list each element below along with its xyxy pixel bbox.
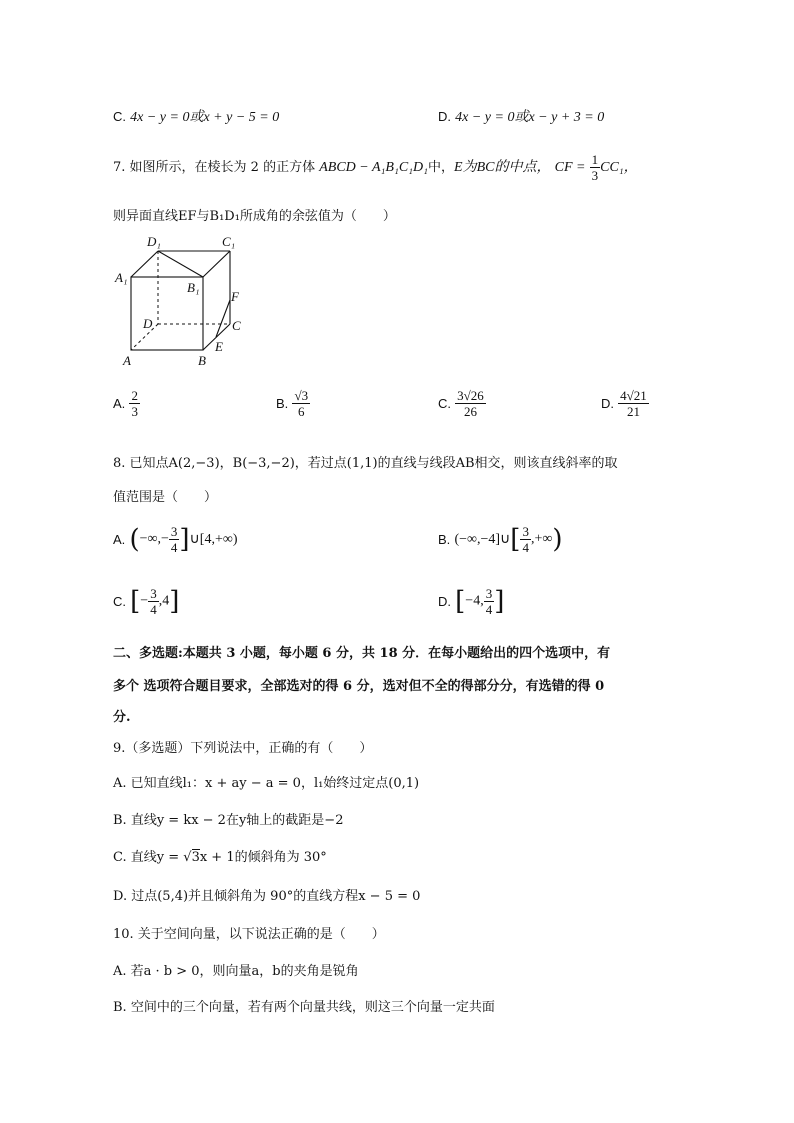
option-label: A. [113, 532, 126, 547]
radicand: 3 [191, 850, 200, 865]
option-fraction: $\frac{3}{4}$ [150, 586, 157, 617]
sqrt-symbol: √ [183, 850, 192, 865]
cf-tail: CC₁， [600, 160, 638, 175]
interval-part: −∞,− [139, 531, 169, 547]
option-fraction: $\frac{3}{4}$ [522, 524, 529, 555]
q8-stem-line2: 值范围是（ ） [113, 490, 218, 505]
option-label: B. [438, 532, 451, 547]
option-fraction: $\frac{3}{4}$ [170, 524, 178, 555]
q6-option-d [438, 106, 604, 126]
option-fraction: $\frac{2}{3}$ [131, 388, 138, 419]
option-expression: 4x − y = 0或x − y + 3 = 0 [455, 110, 605, 125]
interval-part: ∪[4,+∞) [189, 532, 238, 547]
interval-part: −4, [465, 593, 484, 609]
option-label: C. [438, 396, 451, 411]
section-header-line3: 分. [113, 710, 131, 725]
label-d1: D₁ [147, 234, 161, 249]
q8-stem-line1: 8. 已知点A(2,−3)，B(−3,−2)，若过点(1,1)的直线与线段AB相交，则该直线斜率的取 [113, 456, 618, 471]
e-definition: E为BC的中点， [454, 160, 551, 175]
q6-option-c [113, 106, 279, 126]
stem-text: 如图所示，在棱长为 2 的正方体 [129, 160, 316, 175]
label-d: D [143, 316, 153, 331]
interval-part: (−∞,−4]∪ [454, 532, 511, 547]
option-label: D. [601, 396, 614, 411]
q7-option-c [438, 388, 486, 419]
option-label: B. [276, 396, 289, 411]
section-header-line1: 二、多选题:本题共 3 小题，每小题 6 分，共 18 分．在每小题给出的四个选项中，有 [113, 646, 611, 661]
q10-stem: 10. 关于空间向量，以下说法正确的是（ ） [113, 927, 385, 942]
label-a1: A₁ [115, 270, 128, 285]
option-text: C. 直线y = [113, 850, 180, 865]
cube-figure [113, 232, 253, 370]
option-fraction: $\frac{4√21}{21}$ [620, 388, 647, 419]
interval-part: ,+∞ [530, 531, 553, 547]
q7-option-d [601, 388, 649, 419]
label-f: F [231, 289, 239, 304]
cf-expression: CF = [554, 160, 586, 175]
option-fraction: $\frac{√3}{6}$ [294, 388, 309, 419]
option-label: A. [113, 396, 126, 411]
label-b1: B₁ [187, 280, 200, 295]
q10-option-a: A. 若a · b > 0，则向量a，b的夹角是锐角 [113, 964, 359, 979]
option-text: x + 1的倾斜角为 30° [199, 850, 327, 865]
label-c1: C₁ [222, 234, 236, 249]
q9-option-b: B. 直线y = kx − 2在y轴上的截距是−2 [113, 813, 344, 828]
label-e: E [215, 339, 223, 354]
option-label: C. [113, 109, 126, 124]
interval-part: − [140, 593, 149, 609]
label-b: B [198, 353, 206, 368]
option-expression: 4x − y = 0或x + y − 5 = 0 [130, 110, 280, 125]
cube-name: ABCD − A₁B₁C₁D₁ [319, 160, 429, 175]
option-label: D. [438, 109, 451, 124]
q8-option-d: D. [−4, $\frac{3}{4}$ ] [438, 586, 505, 617]
q7-option-b [276, 388, 310, 419]
option-label: D. [438, 594, 451, 609]
q8-option-b: B. (−∞,−4]∪[ $\frac{3}{4}$ ,+∞) [438, 524, 563, 555]
label-c: C [232, 318, 241, 333]
stem-text: 中， [428, 160, 455, 175]
q9-stem: 9.（多选题）下列说法中，正确的有（ ） [113, 741, 373, 756]
option-fraction: $\frac{3}{4}$ [485, 586, 493, 617]
q9-option-a: A. 已知直线l₁：x + ay − a = 0，l₁始终过定点(0,1) [113, 776, 420, 791]
q9-option-d: D. 过点(5,4)并且倾斜角为 90°的直线方程x − 5 = 0 [113, 889, 421, 904]
interval-part: ,4 [158, 593, 170, 609]
section-header-line2: 多个 选项符合题目要求，全部选对的得 6 分，选对但不全的得部分分，有选错的得 0 [113, 679, 605, 694]
diagonal-b1d1 [158, 251, 203, 277]
q8-option-a: A. (−∞,− $\frac{3}{4}$ ]∪[4,+∞) [113, 524, 238, 555]
label-a: A [123, 353, 131, 368]
q8-option-c: C. [− $\frac{3}{4}$ ,4] [113, 586, 180, 617]
q9-option-c [113, 846, 327, 865]
q7-stem-line1 [113, 152, 638, 183]
question-number: 7. [113, 160, 126, 175]
q7-option-a [113, 388, 140, 419]
q10-option-b: B. 空间中的三个向量，若有两个向量共线，则这三个向量一定共面 [113, 1000, 495, 1015]
cf-fraction: $\frac{1}{3}$ [591, 152, 599, 183]
q7-stem-line2: 则异面直线EF与B₁D₁所成角的余弦值为（ ） [113, 209, 396, 224]
option-fraction: $\frac{3√26}{26}$ [457, 388, 484, 419]
option-label: C. [113, 594, 126, 609]
